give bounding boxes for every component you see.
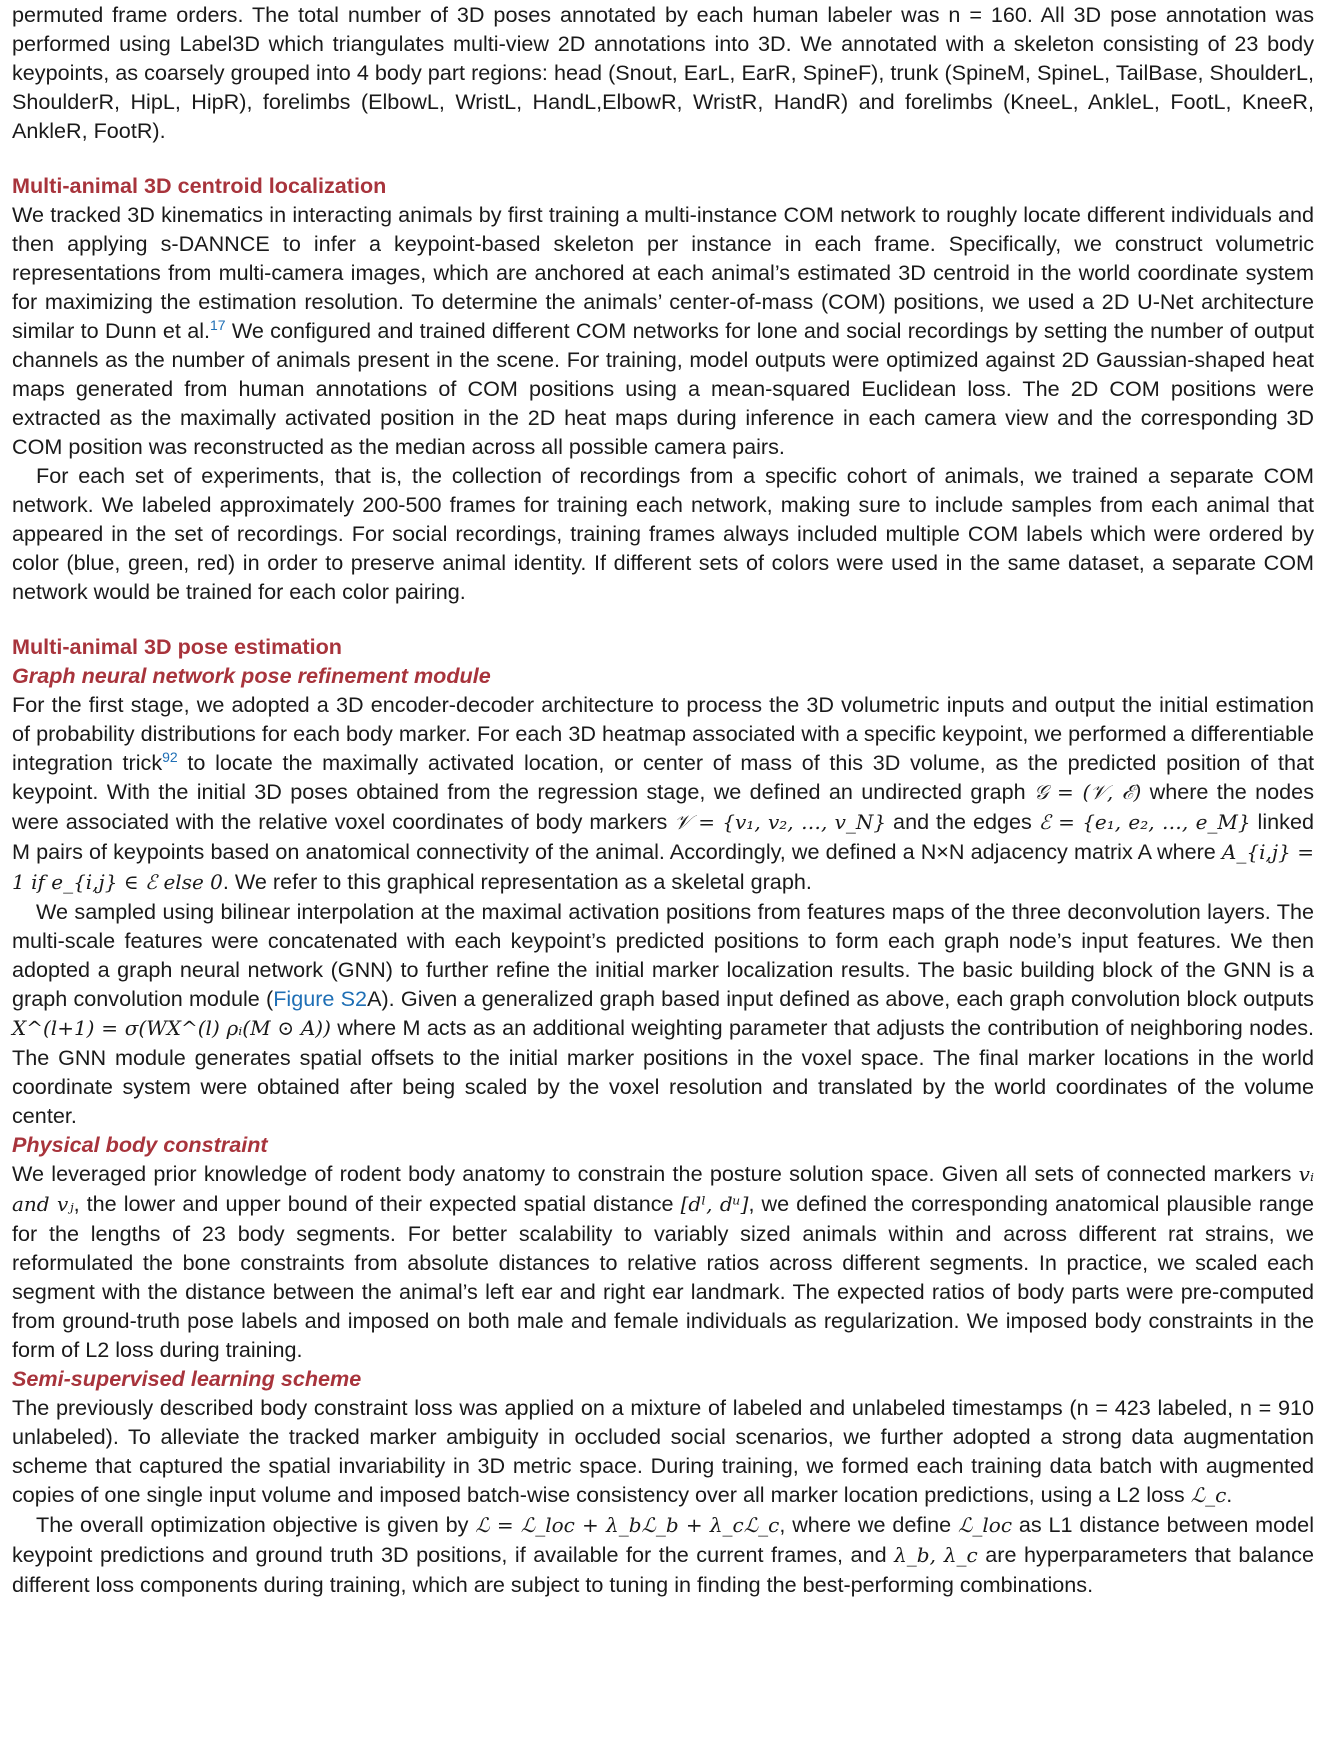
body-constraint-paragraph [12,1159,1314,1364]
loc-loss-symbol: ℒ_loc [958,1513,1013,1537]
citation-17[interactable]: 17 [210,316,226,333]
semi-p2-text-d: are hyperparameters that balance different loss components during training, which are subject to tuning in finding the best-performing combinations. [12,1542,1314,1597]
semi-p2-text-c: as L1 distance between model keypoint predictions and ground truth 3D positions, if available for the current frames, and [12,1512,1314,1567]
consistency-loss-symbol: ℒ_c [1190,1483,1227,1507]
edge-set-equation: ℰ = {e₁, e₂, …, e_M} [1038,810,1251,834]
lambda-symbols: λ_b, λ_c [894,1543,978,1567]
body-p1-text-b: , the lower and upper bound of their expected spatial distance [73,1191,681,1216]
graph-conv-equation: X^(l+1) = σ(WX^(l) ρᵢ(M ⊙ A)) [12,1016,331,1040]
semi-paragraph-1 [12,1393,1314,1510]
gnn-p1-text-c: where the nodes were associated with the relative voxel coordinates of body markers [12,779,1314,834]
marker-pair-equation: vᵢ and vⱼ [12,1162,1314,1216]
gnn-p2-text-b: A). Given a generalized graph based input defined as above, each graph convolution block outputs [367,986,1314,1011]
subsection-heading-body-constraint: Physical body constraint [12,1132,268,1157]
semi-p1-text-b: . [1226,1482,1233,1507]
semi-p2-text-a: The overall optimization objective is given by [36,1512,476,1537]
node-set-equation: 𝒱 = {v₁, v₂, …, v_N} [674,810,887,834]
section-heading-pose: Multi-animal 3D pose estimation [12,634,342,659]
semi-p2-text-b: , where we define [779,1512,958,1537]
centroid-p1-text-a: We tracked 3D kinematics in interacting animals by first training a multi-instance COM network to roughly locate different individuals and then applying s-DANNCE to infer a keypoint-based skeleton per instance in each frame. Specifically, we construct volumetric representations from multi-camera images, which are anchored at each animal’s estimated 3D centroid in the world coordinate system for maximizing the estimation resolution. To determine the animals’ center-of-mass (COM) positions, we used a 2D U-Net architecture similar to Dunn et al. [12,202,1314,343]
gnn-p1-text-b: to locate the maximally activated location, or center of mass of this 3D volume, as the predicted position of that keypoint. With the initial 3D poses obtained from the regression stage, we defined an undirected graph [12,750,1314,804]
gnn-p1-text-a: For the first stage, we adopted a 3D encoder-decoder architecture to process the 3D volumetric inputs and output the initial estimation of probability distributions for each body marker. For each 3D heatmap associated with a specific keypoint, we performed a differentiable integration trick [12,692,1314,775]
subsection-heading-semi-supervised: Semi-supervised learning scheme [12,1366,362,1391]
distance-bound-equation: [dˡ, dᵘ] [680,1192,749,1216]
body-p1-text-a: We leveraged prior knowledge of rodent body anatomy to constrain the posture solution space. Given all sets of connected markers [12,1161,1299,1186]
centroid-paragraph-2: For each set of experiments, that is, the collection of recordings from a specific cohort of animals, we trained a separate COM network. We labeled approximately 200-500 frames for training each network, making sure to include samples from each animal that appeared in the set of recordings. For social recordings, training frames always included multiple COM labels which were ordered by color (blue, green, red) in order to preserve animal identity. If different sets of colors were used in the same dataset, a separate COM network would be trained for each color pairing. [12,463,1314,604]
gnn-p2-text-a: We sampled using bilinear interpolation at the maximal activation positions from features maps of the three deconvolution layers. The multi-scale features were concatenated with each keypoint’s predicted positions to form each graph node’s input features. We then adopted a graph neural network (GNN) to further refine the initial marker localization results. The basic building block of the GNN is a graph convolution module ( [12,899,1314,1011]
gnn-paragraph-1 [12,690,1314,897]
citation-92[interactable]: 92 [162,748,178,765]
section-heading-centroid: Multi-animal 3D centroid localization [12,173,387,198]
objective-equation: ℒ = ℒ_loc + λ_bℒ_b + λ_cℒ_c [475,1513,780,1537]
centroid-p1-text-b: We configured and trained different COM networks for lone and social recordings by setting the number of output channels as the number of animals present in the scene. For training, model outputs were optimized against 2D Gaussian-shaped heat maps generated from human annotations of COM positions using a mean-squared Euclidean loss. The 2D COM positions were extracted as the maximally activated position in the 2D heat maps during inference in each camera view and the corresponding 3D COM position was reconstructed as the median across all possible camera pairs. [12,318,1315,459]
subsection-heading-gnn: Graph neural network pose refinement module [12,663,491,688]
body-p1-text-c: , we defined the corresponding anatomical plausible range for the lengths of 23 body segments. For better scalability to variably sized animals within and across different rat strains, we reformulated the bone constraints from absolute distances to relative ratios across different segments. In practice, we scaled each segment with the distance between the animal’s left ear and right ear landmark. The expected ratios of body parts were pre-computed from ground-truth pose labels and imposed on both male and female individuals as regularization. We imposed body constraints in the form of L2 loss during training. [12,1191,1315,1362]
intro-paragraph: permuted frame orders. The total number of 3D poses annotated by each human labeler was n = 160. All 3D pose annotation was performed using Label3D which triangulates multi-view 2D annotations into 3D. We annotated with a skeleton consisting of 23 body keypoints, as coarsely grouped into 4 body part regions: head (Snout, EarL, EarR, SpineF), trunk (SpineM, SpineL, TailBase, ShoulderL, ShoulderR, HipL, HipR), forelimbs (ElbowL, WristL, HandL,ElbowR, WristR, HandR) and forelimbs (KneeL, AnkleL, FootL, KneeR, AnkleR, FootR). [12,2,1314,143]
gnn-p1-text-f: . We refer to this graphical representation as a skeletal graph. [222,869,812,894]
semi-paragraph-2 [12,1510,1314,1599]
gnn-p2-text-c: where M acts as an additional weighting parameter that adjusts the contribution of neighboring nodes. The GNN module generates spatial offsets to the initial marker positions in the voxel space. The final marker locations in the world coordinate system were obtained after being scaled by the voxel resolution and translated by the world coordinates of the volume center. [12,1015,1314,1128]
gnn-p1-text-d: and the edges [886,809,1039,834]
centroid-paragraph-1 [12,200,1314,461]
graph-equation: 𝒢 = (𝒱, ℰ) [1034,780,1142,804]
semi-p1-text-a: The previously described body constraint loss was applied on a mixture of labeled and unlabeled timestamps (n = 423 labeled, n = 910 unlabeled). To alleviate the tracked marker ambiguity in occluded social scenarios, we further adopted a strong data augmentation scheme that captured the spatial invariability in 3D metric space. During training, we formed each training data batch with augmented copies of one single input volume and imposed batch-wise consistency over all marker location predictions, using a L2 loss [12,1395,1314,1507]
gnn-p1-text-e: linked M pairs of keypoints based on anatomical connectivity of the animal. Accordingly, we defined a N×N adjacency matrix A where [12,809,1314,864]
gnn-paragraph-2 [12,897,1314,1130]
figure-s2-link[interactable]: Figure S2 [273,986,368,1011]
adjacency-equation: A_{i,j} = 1 if e_{i,j} ∈ ℰ else 0 [12,840,1314,894]
